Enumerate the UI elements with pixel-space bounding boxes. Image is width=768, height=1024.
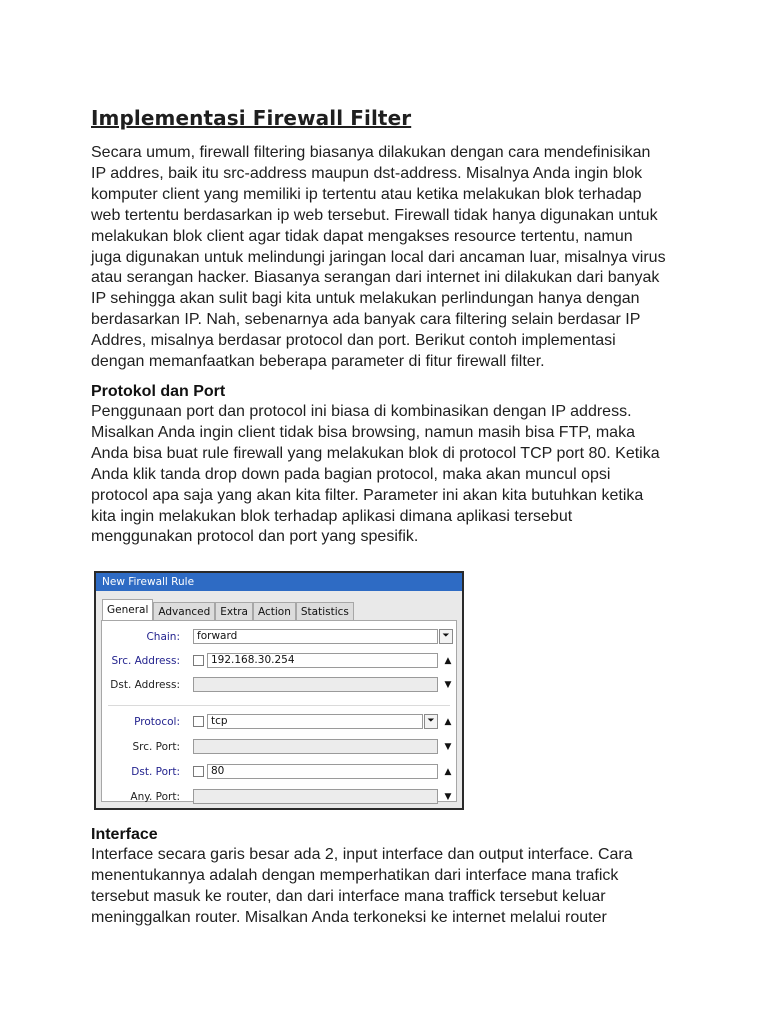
section-heading-interface: Interface <box>91 826 158 843</box>
protocol-label: Protocol: <box>134 716 180 728</box>
text-line: atau serangan hacker. Biasanya serangan dari internet ini dilakukan dari banyak <box>91 269 660 287</box>
collapse-up-icon[interactable]: ▲ <box>444 656 452 666</box>
src-address-invert-checkbox[interactable] <box>193 655 204 666</box>
dst-address-input[interactable] <box>193 677 438 692</box>
text-line: juga digunakan untuk melindungi jaringan local dari ancaman luar, misalnya virus <box>91 248 666 266</box>
window-title: New Firewall Rule <box>96 573 462 591</box>
text-line: tersebut masuk ke router, dan dari interface mana traffick tersebut keluar <box>91 887 606 905</box>
text-line: menggunakan protocol dan port yang spesifik. <box>91 528 419 546</box>
expand-down-icon[interactable]: ▼ <box>444 742 452 752</box>
text-line: protocol apa saja yang akan kita filter. Parameter ini akan kita butuhkan ketika <box>91 486 644 504</box>
expand-down-icon[interactable]: ▼ <box>444 680 452 690</box>
dst-port-invert-checkbox[interactable] <box>193 766 204 777</box>
tab-general[interactable]: General <box>102 599 153 624</box>
firewall-rule-window <box>94 571 464 810</box>
dst-port-input[interactable]: 80 <box>207 764 438 779</box>
chain-select[interactable]: forward <box>193 629 438 644</box>
src-port-row <box>102 738 456 756</box>
dst-port-row <box>102 763 456 781</box>
tab-extra[interactable]: Extra <box>215 602 253 623</box>
tab-statistics[interactable]: Statistics <box>296 602 354 623</box>
text-line: Anda klik tanda drop down pada bagian protocol, maka akan muncul opsi <box>91 465 611 483</box>
text-line: menentukannya adalah dengan memperhatikan dari interface mana trafick <box>91 866 619 884</box>
protocol-invert-checkbox[interactable] <box>193 716 204 727</box>
text-line: IP addres, baik itu src-address maupun dst-address. Misalnya Anda ingin blok <box>91 164 643 182</box>
text-line: Misalkan Anda ingin client tidak bisa browsing, namun masih bisa FTP, maka <box>91 423 635 441</box>
tab-advanced[interactable]: Advanced <box>153 602 215 623</box>
text-line: IP sehingga akan sulit bagi kita untuk melakukan perlindungan hanya dengan <box>91 290 640 308</box>
protocol-dropdown-icon[interactable]: ⏷ <box>424 714 438 729</box>
src-address-input[interactable]: 192.168.30.254 <box>207 653 438 668</box>
dst-address-label: Dst. Address: <box>110 679 180 691</box>
src-port-input[interactable] <box>193 739 438 754</box>
tab-action[interactable]: Action <box>253 602 296 623</box>
expand-down-icon[interactable]: ▼ <box>444 792 452 802</box>
protocol-row <box>102 713 456 731</box>
dst-address-row <box>102 676 456 694</box>
chain-dropdown-icon[interactable]: ⏷ <box>439 629 453 644</box>
general-panel <box>101 620 457 802</box>
text-line: kita ingin melakukan blok terhadap aplikasi dimana aplikasi tersebut <box>91 507 573 525</box>
text-line: Addres, misalnya berdasar protocol dan port. Berikut contoh implementasi <box>91 332 616 350</box>
any-port-input[interactable] <box>193 789 438 804</box>
text-line: dengan memanfaatkan beberapa parameter di fitur firewall filter. <box>91 353 545 371</box>
src-address-label: Src. Address: <box>111 655 180 667</box>
collapse-up-icon[interactable]: ▲ <box>444 767 452 777</box>
interface-paragraph <box>91 845 691 929</box>
collapse-up-icon[interactable]: ▲ <box>444 717 452 727</box>
dst-port-label: Dst. Port: <box>131 766 180 778</box>
protocol-paragraph <box>91 402 691 548</box>
text-line: web tertentu berdasarkan ip web tersebut. Firewall tidak hanya digunakan untuk <box>91 206 658 224</box>
text-line: meninggalkan router. Misalkan Anda terkoneksi ke internet melalui router <box>91 908 607 926</box>
text-line: Secara umum, firewall filtering biasanya dilakukan dengan cara mendefinisikan <box>91 144 651 161</box>
any-port-row <box>102 788 456 806</box>
text-line: Anda bisa buat rule firewall yang melakukan blok di protocol TCP port 80. Ketika <box>91 444 660 462</box>
any-port-label: Any. Port: <box>130 791 180 803</box>
text-line: Penggunaan port dan protocol ini biasa di kombinasikan dengan IP address. <box>91 403 632 420</box>
src-port-label: Src. Port: <box>132 741 180 753</box>
text-line: melakukan blok client agar tidak dapat mengakses resource tertentu, namun <box>91 227 633 245</box>
tab-bar <box>102 599 354 621</box>
text-line: Interface secara garis besar ada 2, input interface dan output interface. Cara <box>91 846 633 863</box>
chain-row <box>102 628 456 646</box>
chain-label: Chain: <box>146 631 180 643</box>
intro-paragraph <box>91 143 691 373</box>
src-address-row <box>102 652 456 670</box>
section-heading-protocol: Protokol dan Port <box>91 383 226 400</box>
text-line: komputer client yang memiliki ip tertentu atau ketika melakukan blok terhadap <box>91 185 642 203</box>
divider <box>108 705 450 706</box>
text-line: berdasarkan IP. Nah, sebenarnya ada banyak cara filtering selain berdasar IP <box>91 311 641 329</box>
page-title: Implementasi Firewall Filter <box>91 106 412 130</box>
protocol-select[interactable]: tcp <box>207 714 423 729</box>
